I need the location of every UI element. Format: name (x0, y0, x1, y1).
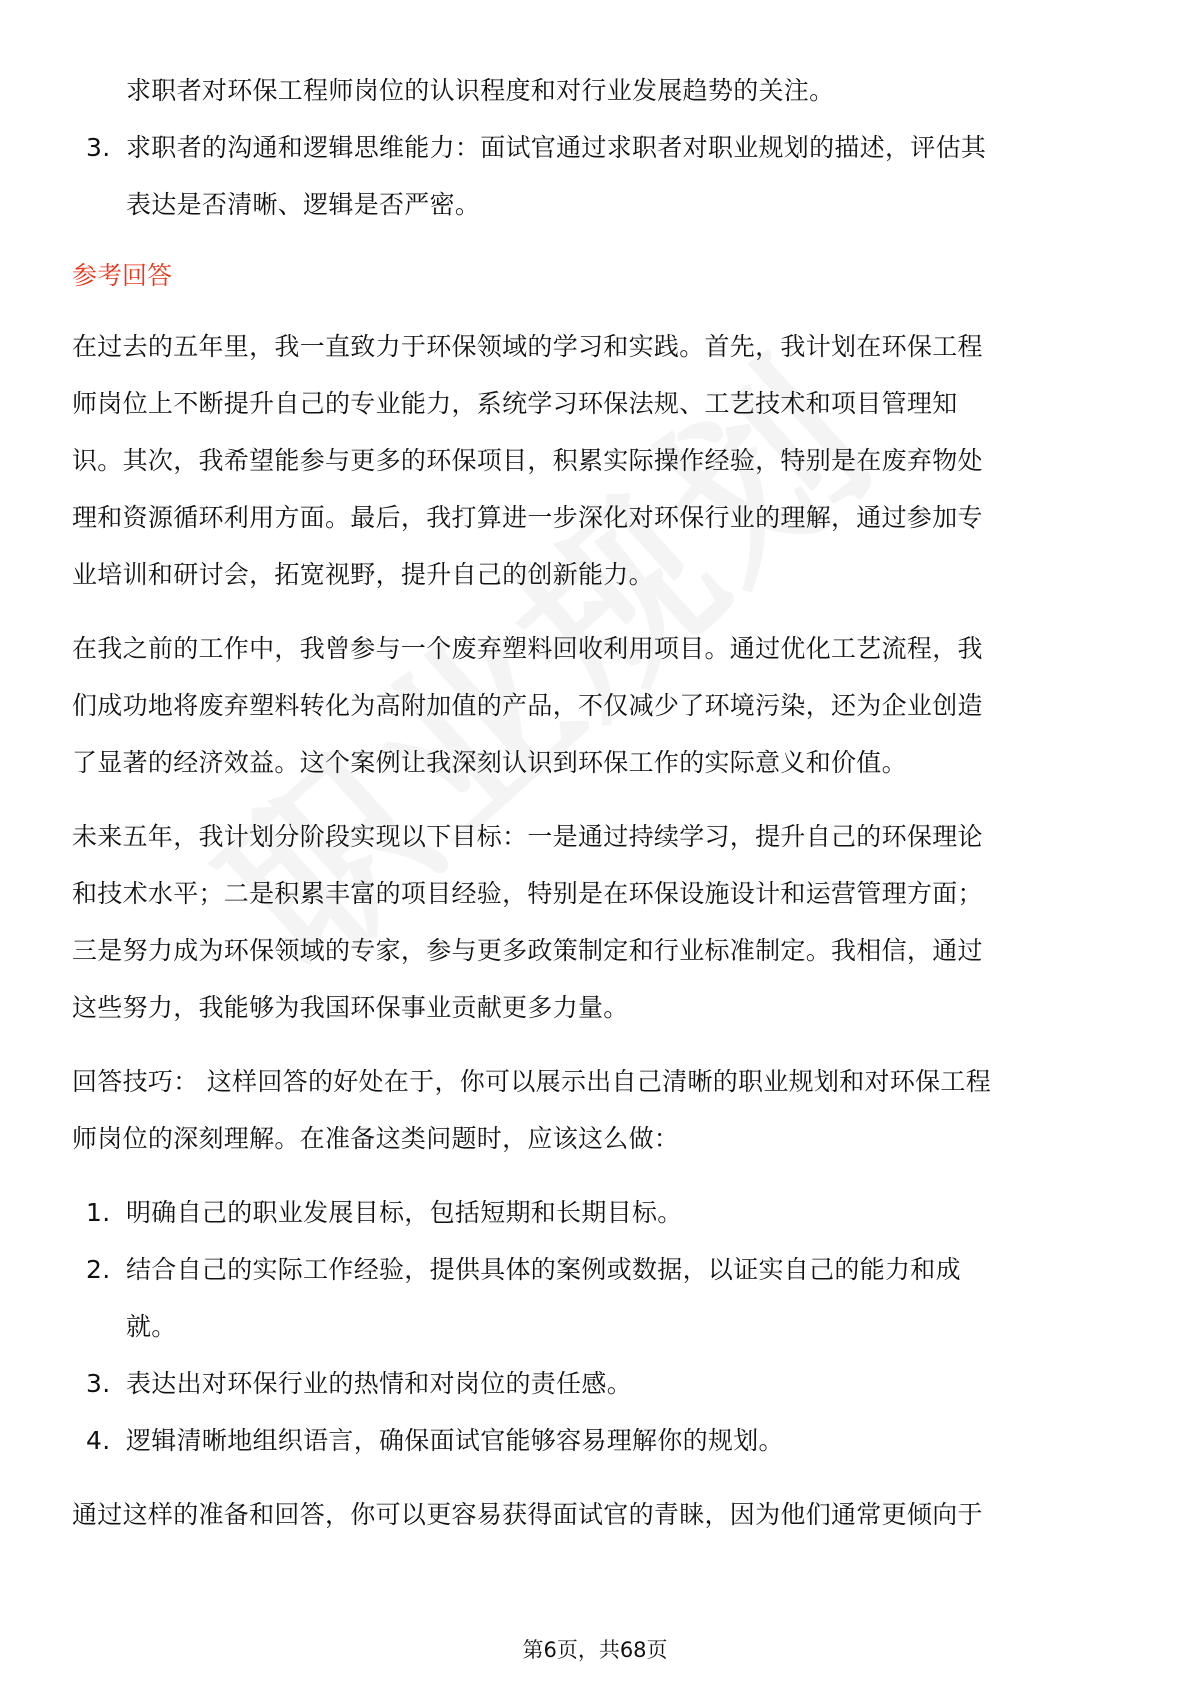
list-item-text: 明确自己的职业发展目标，包括短期和长期目标。 (126, 1198, 683, 1227)
list-item-text: 表达出对环保行业的热情和对岗位的责任感。 (126, 1369, 633, 1398)
closing-paragraph: 通过这样的准备和回答，你可以更容易获得面试官的青睐，因为他们通常更倾向于 (72, 1500, 983, 1529)
paragraph-line: 业培训和研讨会，拓宽视野，提升自己的创新能力。 (72, 560, 654, 589)
list-item-4 (72, 1412, 1122, 1469)
list-number: 1. (86, 1198, 111, 1227)
page-number-footer: 第6页，共68页 (522, 1638, 668, 1662)
list-number: 3. (86, 1369, 111, 1398)
list-item-2-continuation: 求职者对环保工程师岗位的认识程度和对行业发展趋势的关注。 (126, 76, 835, 105)
list-number: 2. (86, 1255, 111, 1284)
list-number: 4. (86, 1426, 111, 1455)
list-item-2-continuation: 就。 (126, 1312, 177, 1341)
tips-paragraph (72, 1053, 1122, 1167)
list-item-text: 逻辑清晰地组织语言，确保面试官能够容易理解你的规划。 (126, 1426, 784, 1455)
list-item-3 (72, 1355, 1122, 1412)
answer-paragraph-1 (72, 318, 1122, 603)
paragraph-line: 未来五年，我计划分阶段实现以下目标：一是通过持续学习，提升自己的环保理论 (72, 822, 983, 851)
page-content (72, 62, 1122, 1543)
paragraph-line: 和技术水平；二是积累丰富的项目经验，特别是在环保设施设计和运营管理方面； (72, 879, 983, 908)
paragraph-line: 在我之前的工作中，我曾参与一个废弃塑料回收利用项目。通过优化工艺流程，我 (72, 634, 983, 663)
list-item-2 (72, 1241, 1122, 1298)
paragraph-line: 师岗位上不断提升自己的专业能力，系统学习环保法规、工艺技术和项目管理知 (72, 389, 958, 418)
list-item-text: 求职者的沟通和逻辑思维能力：面试官通过求职者对职业规划的描述，评估其 (126, 133, 987, 162)
paragraph-line: 师岗位的深刻理解。在准备这类问题时，应该这么做： (72, 1124, 680, 1153)
paragraph-line: 们成功地将废弃塑料转化为高附加值的产品，不仅减少了环境污染，还为企业创造 (72, 691, 983, 720)
answer-paragraph-2 (72, 620, 1122, 791)
answer-paragraph-3 (72, 808, 1122, 1036)
tips-list (72, 1184, 1122, 1469)
paragraph-line: 这些努力，我能够为我国环保事业贡献更多力量。 (72, 993, 629, 1022)
paragraph-line: 回答技巧： 这样回答的好处在于，你可以展示出自己清晰的职业规划和对环保工程 (72, 1067, 992, 1096)
list-item-3 (72, 119, 1122, 176)
list-item-1 (72, 1184, 1122, 1241)
paragraph-line: 识。其次，我希望能参与更多的环保项目，积累实际操作经验，特别是在废弃物处 (72, 446, 983, 475)
list-item-3-continuation: 表达是否清晰、逻辑是否严密。 (126, 190, 481, 219)
paragraph-line: 三是努力成为环保领域的专家，参与更多政策制定和行业标准制定。我相信，通过 (72, 936, 983, 965)
paragraph-line: 了显著的经济效益。这个案例让我深刻认识到环保工作的实际意义和价值。 (72, 748, 907, 777)
paragraph-line: 在过去的五年里，我一直致力于环保领域的学习和实践。首先，我计划在环保工程 (72, 332, 983, 361)
list-number: 3. (86, 133, 111, 162)
list-item-text: 结合自己的实际工作经验，提供具体的案例或数据，以证实自己的能力和成 (126, 1255, 961, 1284)
paragraph-line: 理和资源循环利用方面。最后，我打算进一步深化对环保行业的理解，通过参加专 (72, 503, 983, 532)
section-heading: 参考回答 (72, 261, 173, 290)
